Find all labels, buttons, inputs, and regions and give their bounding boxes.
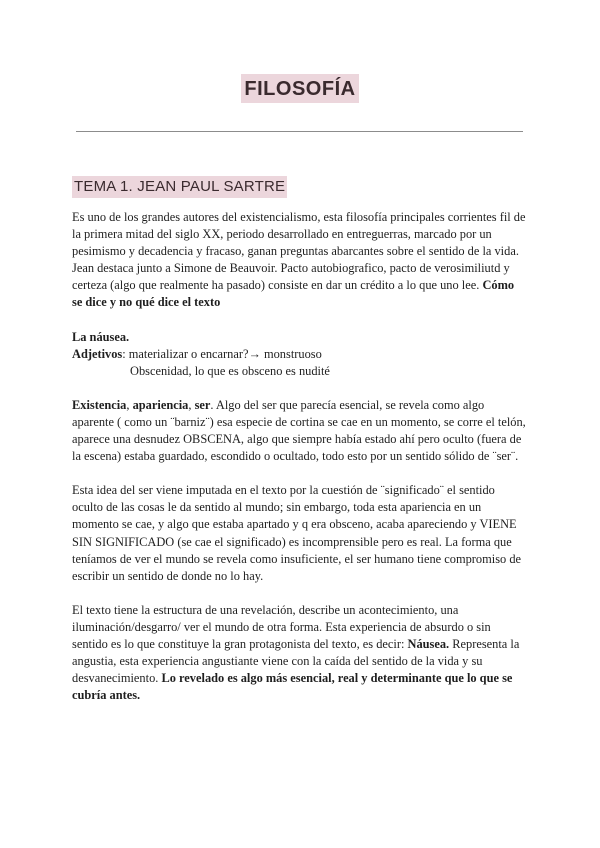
nausea-heading-text: La náusea. [72, 329, 130, 344]
existence-bold: Existencia [72, 397, 127, 412]
page-title: FILOSOFÍA [241, 74, 358, 103]
nausea-heading [72, 329, 527, 346]
revelation-text-2: Representa la angustia, esta experiencia angustiante viene con la caída del sentido de la vida y su desvanecimiento. [72, 636, 520, 686]
intro-bold: Cómo se dice y no qué dice el texto [72, 278, 515, 310]
nausea-bold: Náusea. [407, 636, 450, 651]
intro-text: Es uno de los grandes autores del existencialismo, esta filosofía principales corrientes fil de la primera mitad del siglo XX, periodo desarrollado en entreguerras, marcado por un pesimismo y decadencia y fracaso, ganan preguntas abarcantes sobre el sentido de la vida. Jean destaca junto a Simone de Beauvoir. Pacto autobiografico, pacto de verosimiliutd y certeza (algo que realmente ha pasado) consiste en dar un crédito a lo que uno lee. [72, 210, 526, 293]
horizontal-divider [76, 131, 523, 132]
revelation-paragraph [72, 602, 527, 705]
title-container [0, 74, 600, 103]
being-bold: ser [194, 397, 211, 412]
adjectives-text: : materializar o encarnar?→ monstruoso [122, 346, 322, 361]
revelation-text: El texto tiene la estructura de una revelación, describe un acontecimiento, una iluminación/desgarro/ ver el mundo de otra forma. Esta experiencia de absurdo o sin sentido es lo que constituye la gran protagonista del texto, es decir: [72, 602, 491, 651]
adjectives-line [72, 346, 527, 363]
spacer [72, 312, 527, 329]
spacer [72, 465, 527, 482]
sep-2: , [188, 397, 195, 412]
heading-container [72, 176, 287, 198]
document-body [72, 209, 527, 704]
section-heading: TEMA 1. JEAN PAUL SARTRE [72, 176, 287, 198]
spacer [72, 585, 527, 602]
adjectives-line-2: Obscenidad, lo que es obsceno es nudité [130, 363, 330, 378]
existence-paragraph [72, 397, 527, 465]
revelation-bold: Lo revelado es algo más esencial, real y determinante que lo que se cubría antes. [72, 671, 513, 703]
adjectives-label: Adjetivos [72, 346, 123, 361]
appearance-bold: apariencia [132, 397, 189, 412]
intro-paragraph [72, 209, 527, 312]
sep-1: , [126, 397, 133, 412]
meaning-paragraph: Esta idea del ser viene imputada en el texto por la cuestión de ¨significado¨ el sentido oculto de las cosas le da sentido al mundo; sin embargo, toda esta apariencia en un momento se cae, y algo que estaba apartado y q era obsceno, acaba apareciendo y VIENE SIN SIGNIFICADO (se cae el significado) es incomprensible pero es real. La forma que teníamos de ver el mundo se revela como insuficiente, el ser humano tiene compromiso de escribir un sentido de donde no lo hay. [72, 483, 522, 583]
existence-text: . Algo del ser que parecía esencial, se revela como algo aparente ( como un ¨barniz¨) esa especie de cortina se cae en un momento, se corre el telón, aparece una desnudez OBSCENA, algo que siempre había estado ahí pero oculto (fuera de la escena) estaba guardado, escondido o ocultado, todo esto por un sentido sólido de ¨ser¨. [72, 397, 526, 464]
spacer [72, 380, 527, 397]
